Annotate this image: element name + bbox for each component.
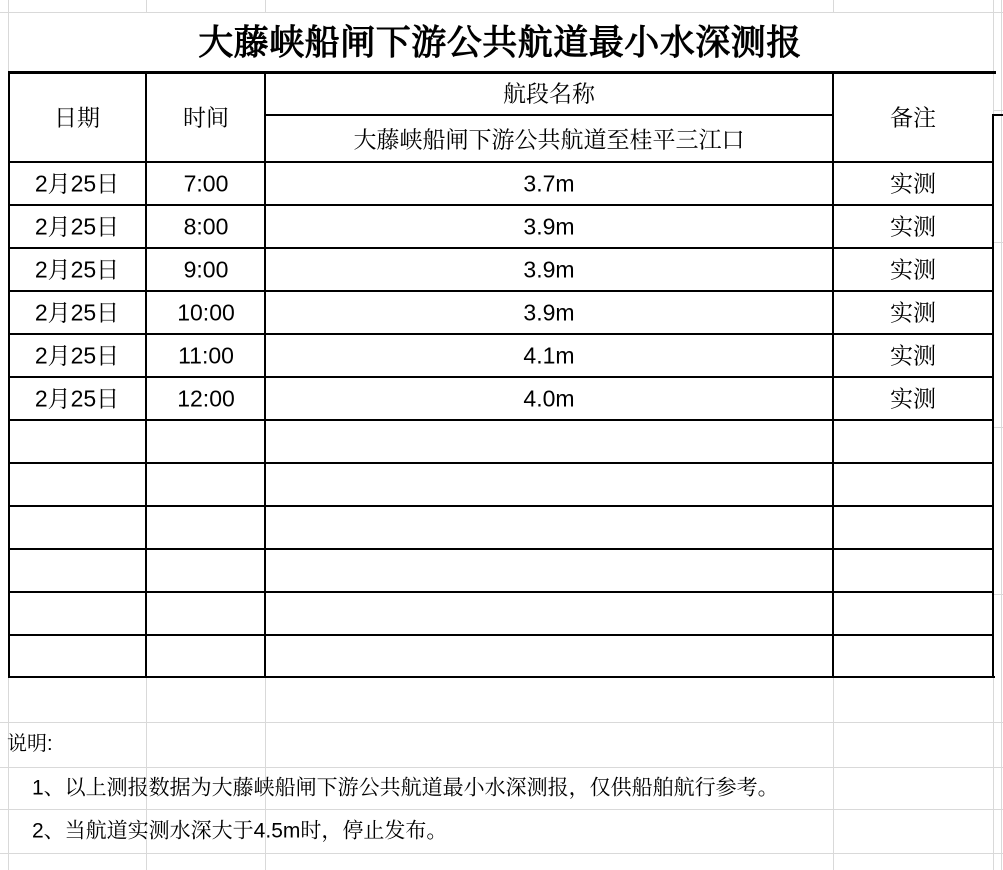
cell-depth: 3.7m	[523, 170, 575, 197]
gridline	[0, 809, 1003, 810]
header-remark: 备注	[890, 104, 936, 131]
gridline	[994, 110, 1003, 111]
cell-time: 9:00	[183, 256, 229, 283]
report-title: 大藤峡船闸下游公共航道最小水深测报	[198, 23, 802, 63]
cell-date: 2月25日	[34, 170, 120, 197]
cell-time: 8:00	[183, 213, 229, 240]
header-segment: 航段名称	[503, 80, 595, 107]
cell-time: 7:00	[183, 170, 229, 197]
gridline	[994, 594, 1003, 595]
notes-label: 说明:	[7, 733, 53, 755]
table-border	[265, 114, 833, 116]
gridline	[994, 427, 1003, 428]
table-border	[8, 376, 993, 378]
header-date: 日期	[54, 104, 100, 131]
cell-time: 12:00	[177, 385, 235, 412]
cell-depth: 3.9m	[523, 299, 575, 326]
cell-date: 2月25日	[34, 256, 120, 283]
cell-remark: 实测	[890, 342, 936, 369]
gridline	[994, 242, 1003, 243]
cell-time: 11:00	[178, 342, 234, 369]
cell-depth: 3.9m	[523, 213, 575, 240]
gridline	[0, 767, 1003, 768]
cell-remark: 实测	[890, 256, 936, 283]
note-item-1: 1、以上测报数据为大藤峡船闸下游公共航道最小水深测报，仅供船舶航行参考。	[32, 776, 779, 800]
cell-date: 2月25日	[34, 299, 120, 326]
cell-remark: 实测	[890, 213, 936, 240]
gridline	[0, 722, 1003, 723]
header-segment-subtitle: 大藤峡船闸下游公共航道至桂平三江口	[353, 126, 745, 153]
table-border	[992, 114, 1003, 116]
table-border	[8, 290, 993, 292]
header-time: 时间	[183, 104, 229, 131]
cell-depth: 4.1m	[523, 342, 575, 369]
cell-date: 2月25日	[34, 342, 120, 369]
cell-date: 2月25日	[34, 385, 120, 412]
note-item-2: 2、当航道实测水深大于4.5m时，停止发布。	[32, 819, 448, 843]
table-border	[8, 676, 995, 678]
table-border	[8, 204, 993, 206]
table-border	[8, 161, 993, 163]
cell-depth: 4.0m	[523, 385, 575, 412]
cell-remark: 实测	[890, 299, 936, 326]
table-border	[8, 71, 996, 74]
table-border	[8, 247, 993, 249]
gridline	[1001, 0, 1002, 870]
cell-remark: 实测	[890, 385, 936, 412]
cell-depth: 3.9m	[523, 256, 575, 283]
cell-remark: 实测	[890, 170, 936, 197]
table-border	[8, 333, 993, 335]
gridline	[0, 853, 1003, 854]
empty-rows-region	[8, 421, 993, 676]
cell-time: 10:00	[177, 299, 235, 326]
cell-date: 2月25日	[34, 213, 120, 240]
